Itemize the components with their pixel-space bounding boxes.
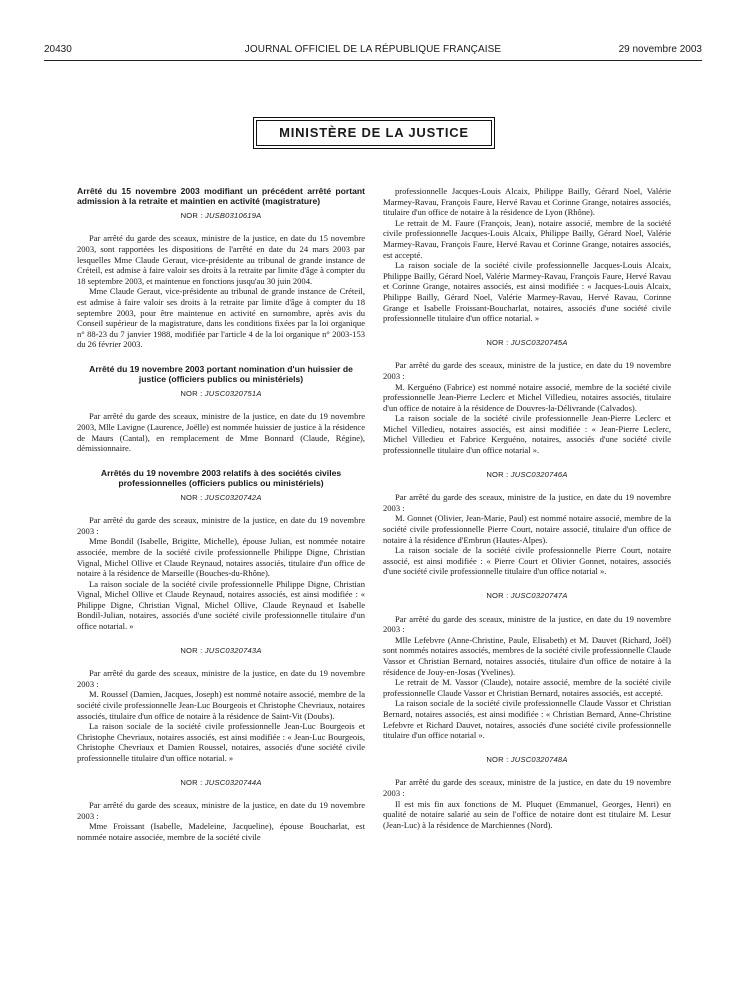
paragraph: M. Gonnet (Olivier, Jean-Marie, Paul) est nommé notaire associé, membre de la société civile professionnelle Pierre Court, notaire associé, titulaire d'un office de notaire à la résidence d'Embrun (Hautes-Alpes). [383,513,671,545]
nor-reference: NOR : JUSC0320748A [486,754,568,764]
nor-reference: NOR : JUSC0320746A [486,469,568,479]
nor-code: JUSB0310619A [204,210,262,220]
left-column [77,186,365,843]
ministry-title: MINISTÈRE DE LA JUSTICE [256,120,492,146]
paragraph: La raison sociale de la société civile professionnelle Jacques-Louis Alcaix, Philippe Bailly, Gérard Noel, Valérie Marmey-Ravau, François Faure, Hervé Ravau et Corinne Grange, notaires associés, est ainsi modifiée : « Jacques-Louis Alcaix, Philippe Bailly, Gérard Noel, Valérie Marmey-Ravau, Hervé Ravau, Corinne Grange et Isabelle Froissant-Boucharlat, notaires, associés d'une société civile professionnelle titulaire d'un office notarial. » [383,260,671,324]
section-title: Arrêtés du 19 novembre 2003 relatifs à des sociétés civiles professionnelles (officiers publics ou ministériels) [100,467,342,489]
nor-reference: NOR : JUSC0320745A [486,337,568,347]
paragraph: Il est mis fin aux fonctions de M. Pluquet (Emmanuel, Georges, Henri) en qualité de notaire salarié au sein de l'office de notaire dont est titulaire M. Lesur (Jean-Luc) à la résidence de Marchiennes (Nord). [383,798,671,830]
nor-reference: NOR : JUSB0310619A [180,210,262,220]
nor-code: JUSC0320745A [510,337,568,347]
paragraph: Par arrêté du garde des sceaux, ministre de la justice, en date du 19 novembre 2003 : [383,777,671,798]
paragraph: La raison sociale de la société civile professionnelle Claude Vassor et Christian Bernard, notaires associés, est ainsi modifiée : « Christian Bernard, Anne-Christine Lefebvre et Richard Dauvet, notaires, associés d'une société civile professionnelle titulaire d'un office notarial ». [383,698,671,741]
paragraph: Mlle Lefebvre (Anne-Christine, Paule, Elisabeth) et M. Dauvet (Richard, Joël) sont nommés notaires associés, membres de la société civile professionnelle Claude Vassor et Christian Bernard, notaires associés, titulaire d'un office de notaire à la résidence de Jouy-en-Josas (Yvelines). [383,634,671,677]
nor-code: JUSC0320746A [510,469,568,479]
page-header [44,44,702,60]
nor-code: JUSC0320748A [510,754,568,764]
section-gap [77,454,365,468]
paragraph: Par arrêté du garde des sceaux, ministre de la justice, en date du 19 novembre 2003 : [77,668,365,689]
paragraph: Par arrêté du garde des sceaux, ministre de la justice, en date du 19 novembre 2003 : [383,613,671,635]
paragraph: Par arrêté du garde des sceaux, ministre de la justice, en date du 19 novembre 2003, Mlle Lavigne (Laurence, Joëlle) est nommée huissier de justice à la résidence de Maurs (Cantal), en remplacement de Mme Bonnard (Claude, Régine), démissionnaire. [77,411,365,454]
nor-reference: NOR : JUSC0320742A [180,492,262,502]
paragraph: professionnelle Jacques-Louis Alcaix, Philippe Bailly, Gérard Noel, Valérie Marmey-Ravau, François Faure, Hervé Ravau et Corinne Grange, notaires associés, titulaire d'un office de notaire à la résidence de Lyon (Rhône). [383,186,671,218]
paragraph: M. Kerguéno (Fabrice) est nommé notaire associé, membre de la société civile professionnelle Jean-Pierre Leclerc et Michel Villedieu, notaires associés, titulaire d'un office de notaire à la résidence de Douvres-la-Délivrande (Calvados). [383,381,671,413]
nor-reference: NOR : JUSC0320747A [486,591,568,600]
journal-title: JOURNAL OFFICIEL DE LA RÉPUBLIQUE FRANÇAISE [244,44,502,55]
right-column [383,186,671,830]
paragraph: Par arrêté du garde des sceaux, ministre de la justice, en date du 15 novembre 2003, sont rapportées les dispositions de l'arrêté en date du 24 mars 2003 par lesquelles Mme Claude Geraut, vice-présidente au tribunal de grande instance de Créteil, est admise à faire valoir ses droits à la retraite par limite d'âge à compter du 18 septembre 2003, et maintenue en fonctions jusqu'au 30 juin 2004. [77,233,365,286]
paragraph: La raison sociale de la société civile professionnelle Jean-Pierre Leclerc et Michel Villedieu, notaires associés, est ainsi modifiée : « Jean-Pierre Leclerc, Michel Villedieu et Fabrice Kerguéno, notaires, associés d'une société civile professionnelle titulaire d'un office notarial ». [383,413,671,456]
issue-date: 29 novembre 2003 [618,44,702,55]
paragraph: La raison sociale de la société civile professionnelle Philippe Digne, Christian Vignal, Michel Ollive et Claude Reynaud, notaires associés, est ainsi modifiée : « Philippe Digne, Christian Vignal, Michel Ollive, Claude Reynaud et Isabelle Bondil-Julian, notaires, associés d'une société civile professionnelle titulaire d'un office notarial. » [77,578,365,632]
nor-reference: NOR : JUSC0320751A [180,388,262,398]
paragraph: M. Roussel (Damien, Jacques, Joseph) est nommé notaire associé, membre de la société civile professionnelle Jean-Luc Bourgeois et Christophe Chevriaux, notaires associés, titulaire d'un office de notaire à la résidence de Saint-Vit (Doubs). [77,689,365,721]
section-gap [77,350,365,364]
paragraph: Mme Froissant (Isabelle, Madeleine, Jacqueline), épouse Boucharlat, est nommée notaire associée, membre de la société civile [77,821,365,842]
paragraph: Mme Bondil (Isabelle, Brigitte, Michelle), épouse Julian, est nommée notaire associée, membre de la société civile professionnelle Philippe Digne, Christian Vignal, Michel Ollive et Claude Reynaud, notaires associés, titulaire d'un office de notaire à la résidence de Marseille (Bouches-du-Rhône). [77,536,365,579]
paragraph: La raison sociale de la société civile professionnelle Pierre Court, notaire associé, est ainsi modifiée : « Pierre Court et Olivier Gonnet, notaires, associés d'une société civile professionnelle titulaire d'un office notarial ». [383,545,671,577]
nor-reference: NOR : JUSC0320743A [180,645,262,655]
paragraph: La raison sociale de la société civile professionnelle Jean-Luc Bourgeois et Christophe Chevriaux, notaires associés, est ainsi modifiée : « Jean-Luc Bourgeois, Christophe Chevriaux et Damien Roussel, notaires, associés d'une société civile professionnelle titulaire d'un office notarial. » [77,721,365,763]
paragraph: Par arrêté du garde des sceaux, ministre de la justice, en date du 19 novembre 2003 : [383,360,671,381]
paragraph: Par arrêté du garde des sceaux, ministre de la justice, en date du 19 novembre 2003 : [77,515,365,536]
paragraph: Le retrait de M. Vassor (Claude), notaire associé, membre de la société civile professionnelle Claude Vassor et Christian Bernard, notaires associés, est accepté. [383,677,671,698]
header-rule [44,60,702,61]
section-title: Arrêté du 19 novembre 2003 portant nomination d'un huissier de justice (officiers publics ou ministériels) [89,363,353,385]
paragraph: Par arrêté du garde des sceaux, ministre de la justice, en date du 19 novembre 2003 : [77,800,365,821]
nor-reference: NOR : JUSC0320744A [180,777,262,787]
nor-code: JUSC0320744A [204,777,262,787]
nor-code: JUSC0320743A [204,645,262,655]
paragraph: Mme Claude Geraut, vice-présidente au tribunal de grande instance de Créteil, est admise à faire valoir ses droits à la retraite par limite d'âge à compter du 18 septembre 2003, pour être maintenue en activité en surnombre, après avis du Conseil supérieur de la magistrature, dans les conditions fixées par la loi organique n° 88-23 du 7 janvier 1988, modifiée par l'article 4 de la loi organique n° 2003-153 du 26 février 2003. [77,286,365,350]
paragraph: Par arrêté du garde des sceaux, ministre de la justice, en date du 19 novembre 2003 : [383,492,671,513]
nor-code: JUSC0320747A [510,591,568,600]
nor-code: JUSC0320751A [204,388,262,398]
nor-code: JUSC0320742A [204,492,262,502]
section-title: Arrêté du 15 novembre 2003 modifiant un précédent arrêté portant admission à la retraite et maintien en activité (magistrature) [77,186,365,207]
page-number: 20430 [44,44,72,55]
paragraph: Le retrait de M. Faure (François, Jean), notaire associé, membre de la société civile professionnelle Jacques-Louis Alcaix, Philippe Bailly, Gérard Noel, Valérie Marmey-Ravau, François Faure, Hervé Ravau et Corinne Grange, notaires associés, est accepté. [383,217,671,260]
